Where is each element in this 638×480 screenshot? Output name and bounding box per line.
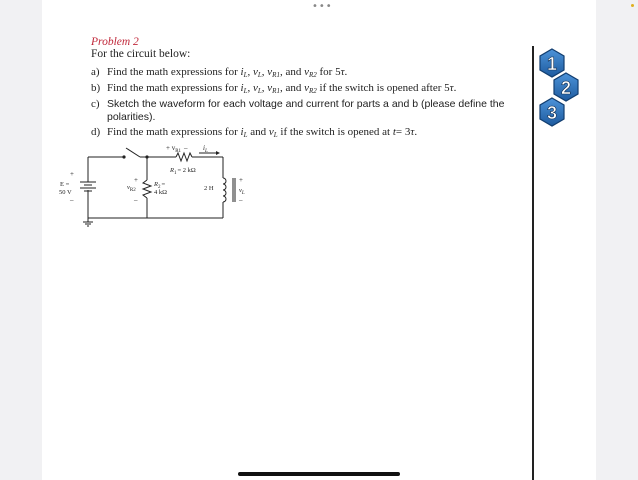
circuit-diagram: [58, 140, 258, 230]
badge-two[interactable]: [554, 73, 578, 101]
math-punct: ,: [261, 66, 265, 78]
question-text: and: [250, 126, 267, 138]
math-symbol: v: [268, 126, 274, 138]
question-text: for 5: [319, 66, 341, 78]
source-label: E =: [60, 181, 70, 188]
math-subscript: R1: [272, 71, 280, 79]
math-text: = 3: [395, 126, 411, 138]
question-text: Find the math expressions for: [107, 82, 238, 94]
question-c: [91, 98, 532, 124]
question-text: and: [285, 66, 302, 78]
question-label: c): [91, 98, 100, 110]
math-subscript: R2: [308, 87, 317, 95]
switch-blade: [126, 148, 140, 157]
more-options-icon[interactable]: •••: [312, 1, 333, 12]
vl-plus-label: +: [239, 176, 243, 184]
math-symbol: i: [240, 82, 244, 94]
home-indicator[interactable]: [238, 472, 400, 476]
math-punct: ,: [261, 82, 265, 94]
math-symbol: v: [252, 66, 258, 78]
r2-label: $R_2=$: [154, 181, 166, 190]
inductor-coil: [223, 178, 226, 202]
question-d: [91, 126, 417, 139]
question-text: and: [285, 82, 302, 94]
r1-label: $R_1= 2$ kΩ: [170, 167, 196, 176]
math-symbol: i: [240, 66, 244, 78]
math-punct: .: [344, 66, 348, 78]
source-value: 50 V: [59, 189, 72, 196]
math-symbol: v: [267, 66, 273, 78]
math-punct: ,: [247, 82, 251, 94]
math-symbol: t: [392, 126, 396, 138]
question-text: Find the math expressions for: [107, 66, 238, 78]
badge-one[interactable]: [540, 49, 564, 77]
vr2-minus-label: –: [134, 196, 138, 204]
il-label: $i_L$: [203, 144, 208, 154]
math-symbol: i: [240, 126, 244, 138]
question-text: Find the math expressions for: [107, 126, 238, 138]
vr1-label: + $v_{R1}$ –: [166, 144, 188, 154]
badge-one-label: 1: [546, 54, 558, 74]
math-symbol: v: [267, 82, 273, 94]
badge-three-label: 3: [546, 103, 558, 123]
question-label: b): [91, 82, 101, 94]
math-subscript: L: [257, 71, 262, 79]
badge-three[interactable]: [540, 98, 564, 126]
question-b: [91, 82, 456, 95]
r2-value: 4 kΩ: [154, 189, 167, 196]
problem-title: Problem 2: [91, 36, 139, 48]
status-dot: [631, 4, 634, 7]
question-text: if the switch is opened at: [280, 126, 391, 138]
math-symbol: v: [252, 82, 258, 94]
vl-label: $v_L$: [239, 187, 245, 196]
math-subscript: R1: [272, 87, 280, 95]
math-subscript: L: [273, 131, 278, 139]
source-minus-label: –: [70, 196, 74, 204]
question-label: a): [91, 66, 100, 78]
question-text: Sketch the waveform for each voltage and current for parts a and b (please define the polarities).: [107, 98, 505, 123]
math-punct: .: [453, 82, 457, 94]
problem-intro: For the circuit below:: [91, 48, 191, 60]
math-punct: ,: [247, 66, 251, 78]
math-symbol: τ: [449, 82, 454, 94]
switch-contact: [122, 155, 125, 158]
question-label: d): [91, 126, 101, 138]
badge-two-label: 2: [560, 78, 572, 98]
math-subscript: L: [243, 87, 248, 95]
math-subscript: R2: [308, 71, 317, 79]
node-dot: [145, 155, 148, 158]
resistor-r1: [176, 153, 192, 161]
resistor-r2: [143, 180, 151, 198]
inductor-value: 2 H: [204, 185, 214, 192]
vr2-label: $v_{R2}$: [127, 184, 136, 193]
math-subscript: L: [257, 87, 262, 95]
math-subscript: L: [243, 71, 248, 79]
question-text: if the switch is opened after 5: [319, 82, 450, 94]
current-arrow-head-icon: [216, 151, 220, 155]
vl-minus-label: –: [239, 196, 243, 204]
question-a: [91, 66, 347, 79]
math-symbol: v: [304, 66, 309, 78]
math-punct: ,: [279, 66, 283, 78]
math-symbol: τ: [410, 126, 415, 138]
step-badges: [534, 46, 584, 136]
math-punct: ,: [279, 82, 283, 94]
math-symbol: v: [304, 82, 309, 94]
math-subscript: L: [243, 131, 248, 139]
vr2-plus-label: +: [134, 176, 138, 184]
math-punct: .: [414, 126, 418, 138]
math-symbol: τ: [340, 66, 345, 78]
source-plus-label: +: [70, 170, 74, 178]
